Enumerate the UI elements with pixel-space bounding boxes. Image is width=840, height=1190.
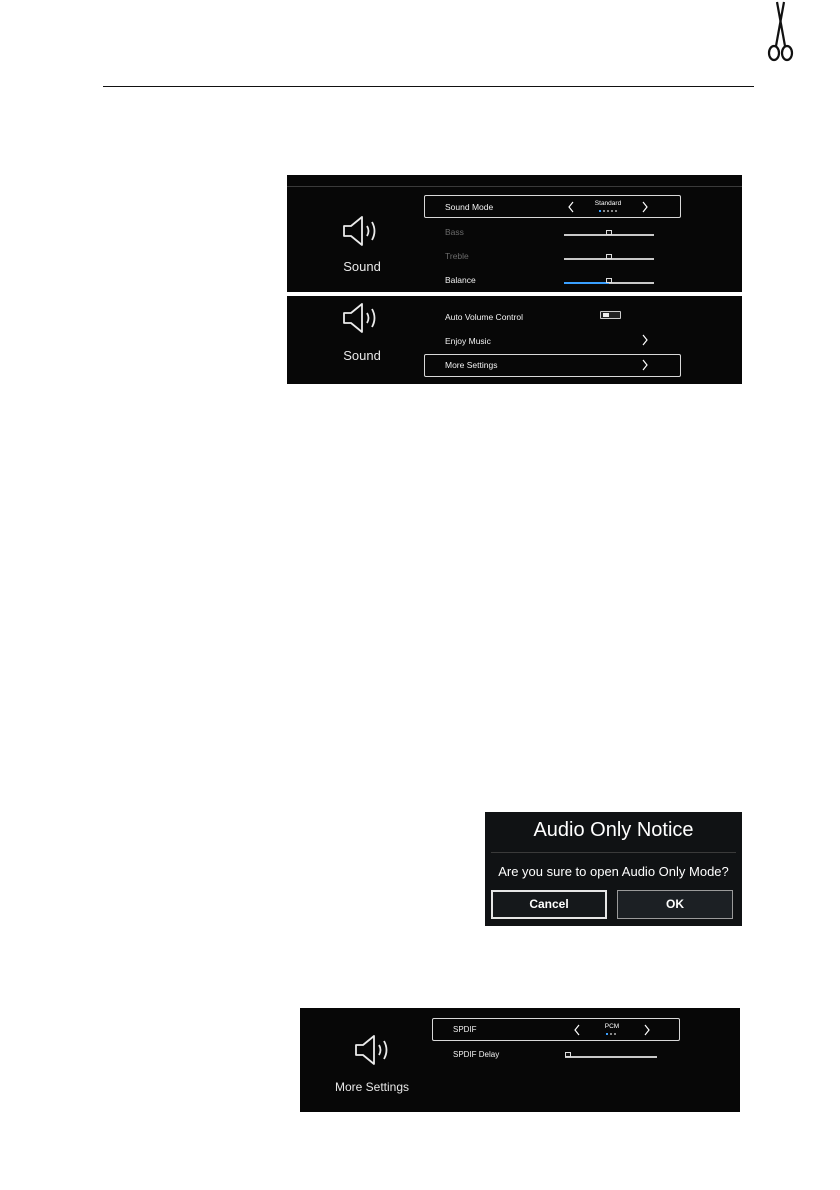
speaker-icon	[354, 1034, 394, 1066]
sound-mode-value: Standard	[594, 200, 622, 207]
panel-title: Sound	[343, 348, 381, 363]
auto-volume-toggle[interactable]	[600, 311, 621, 319]
dialog-title: Audio Only Notice	[533, 819, 694, 841]
auto-volume-label: Auto Volume Control	[445, 312, 523, 322]
chevron-right-icon[interactable]	[643, 1024, 651, 1036]
sound-mode-label: Sound Mode	[445, 202, 494, 212]
speaker-icon	[342, 215, 382, 247]
speaker-icon	[342, 302, 382, 334]
chevron-right-icon[interactable]	[641, 359, 649, 371]
panel-title: Sound	[343, 259, 381, 274]
spdif-delay-slider-knob[interactable]	[565, 1052, 571, 1057]
panel-title: More Settings	[334, 1080, 410, 1094]
spdif-label: SPDIF	[453, 1025, 477, 1034]
bass-label: Bass	[445, 227, 464, 237]
spdif-delay-slider[interactable]	[565, 1056, 657, 1058]
panel-top-divider	[287, 186, 742, 187]
treble-slider-knob[interactable]	[606, 254, 612, 259]
balance-slider-fill	[564, 282, 609, 284]
toggle-thumb	[603, 313, 609, 317]
dialog-message: Are you sure to open Audio Only Mode?	[498, 864, 729, 879]
spdif-page-dots	[606, 1033, 616, 1035]
balance-slider-knob[interactable]	[606, 278, 612, 283]
chevron-right-icon[interactable]	[641, 334, 649, 346]
sound-menu-panel-2	[287, 296, 742, 384]
ok-button[interactable]: OK	[617, 890, 733, 919]
header-rule	[103, 86, 754, 87]
sound-mode-page-dots	[599, 210, 617, 212]
scissors-icon	[765, 0, 795, 62]
audio-only-dialog	[485, 812, 742, 926]
balance-slider[interactable]	[564, 282, 654, 284]
chevron-left-icon[interactable]	[567, 201, 575, 213]
treble-slider[interactable]	[564, 258, 654, 260]
chevron-left-icon[interactable]	[573, 1024, 581, 1036]
cancel-button[interactable]: Cancel	[491, 890, 607, 919]
bass-slider[interactable]	[564, 234, 654, 236]
more-settings-panel	[300, 1008, 740, 1112]
spdif-delay-label: SPDIF Delay	[453, 1050, 500, 1059]
enjoy-music-label[interactable]: Enjoy Music	[445, 336, 491, 346]
spdif-value: PCM	[604, 1023, 620, 1030]
sound-menu-panel	[287, 175, 742, 292]
balance-label: Balance	[445, 275, 476, 285]
treble-label: Treble	[445, 251, 469, 261]
more-settings-label: More Settings	[445, 360, 498, 370]
dialog-divider	[491, 852, 736, 853]
bass-slider-knob[interactable]	[606, 230, 612, 235]
chevron-right-icon[interactable]	[641, 201, 649, 213]
